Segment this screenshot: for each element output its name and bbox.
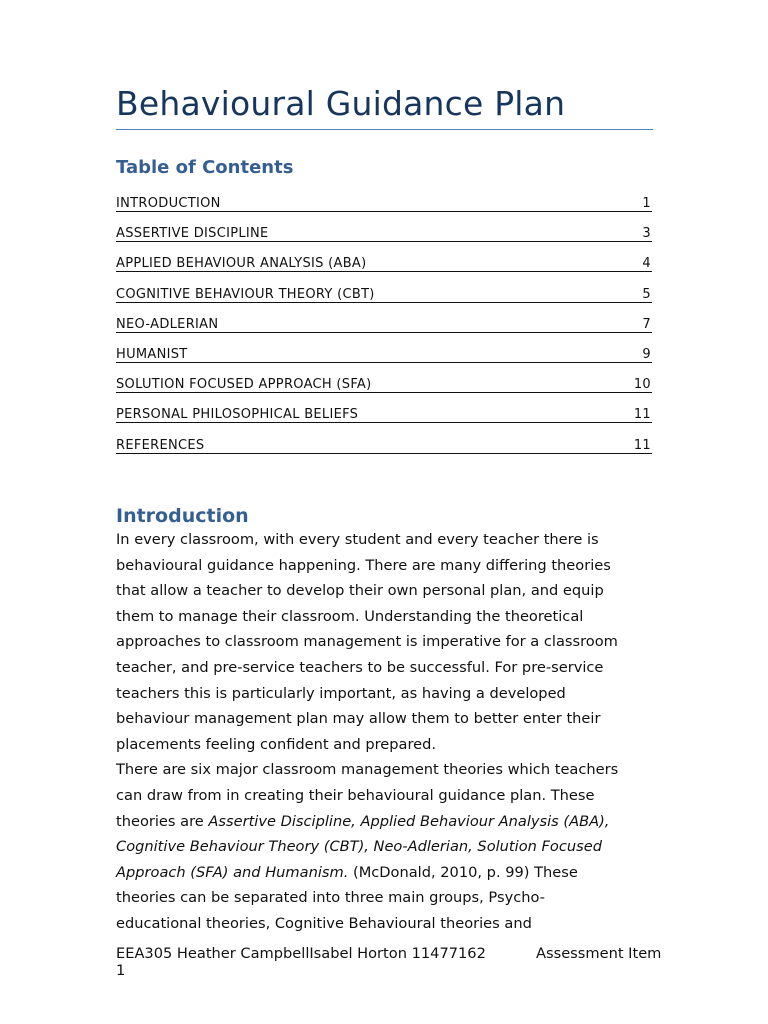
title-underline <box>116 129 653 130</box>
toc-entry-page: 5 <box>642 286 651 302</box>
toc-leader-line <box>116 453 652 454</box>
citation-text: (McDonald, 2010, p. 99) These <box>348 863 578 881</box>
theory-list-italic: Assertive Discipline, Applied Behaviour Analysis (ABA), <box>208 812 610 830</box>
toc-entry-label: COGNITIVE BEHAVIOUR THEORY (CBT) <box>116 286 375 302</box>
toc-entry-label: ASSERTIVE DISCIPLINE <box>116 226 269 242</box>
toc-entry-page: 3 <box>642 226 651 242</box>
toc-entry-page: 11 <box>633 407 651 423</box>
paragraph-line <box>116 809 656 835</box>
toc-entry-neo-adlerian[interactable] <box>116 316 652 346</box>
toc-leader-line <box>116 211 652 212</box>
paragraph-line: approaches to classroom management is imperative for a classroom <box>116 633 618 651</box>
paragraph-line: teachers this is particularly important, as having a developed <box>116 684 566 702</box>
paragraph-line: There are six major classroom management theories which teachers <box>116 761 619 779</box>
toc-entry-label: NEO-ADLERIAN <box>116 316 219 332</box>
toc-entry-label: REFERENCES <box>116 437 205 453</box>
toc-leader-line <box>116 422 652 423</box>
paragraph-line: that allow a teacher to develop their own personal plan, and equip <box>116 582 604 600</box>
line-text: theories are <box>116 812 209 830</box>
theory-list-italic: Cognitive Behaviour Theory (CBT), Neo-Adlerian, Solution Focused <box>116 838 602 856</box>
toc-entry-humanist[interactable] <box>116 346 652 376</box>
toc-leader-line <box>116 392 652 393</box>
toc-leader-line <box>116 332 652 333</box>
toc-entry-assertive-discipline[interactable] <box>116 225 652 255</box>
paragraph-line: them to manage their classroom. Understanding the theoretical <box>116 607 584 625</box>
toc-leader-line <box>116 271 652 272</box>
paragraph-line: teacher, and pre-service teachers to be successful. For pre-service <box>116 658 604 676</box>
toc-entry-sfa[interactable] <box>116 376 652 406</box>
toc-entry-cbt[interactable] <box>116 286 652 316</box>
toc-leader-line <box>116 241 652 242</box>
introduction-paragraph <box>116 527 656 937</box>
toc-entry-label: SOLUTION FOCUSED APPROACH (SFA) <box>116 377 372 393</box>
paragraph-line: theories can be separated into three main groups, Psycho- <box>116 889 545 907</box>
toc-entry-label: HUMANIST <box>116 346 188 362</box>
table-of-contents <box>116 195 652 467</box>
toc-leader-line <box>116 362 652 363</box>
footer-assessment-number: 1 <box>116 962 126 979</box>
toc-entry-introduction[interactable] <box>116 195 652 225</box>
toc-entry-page: 1 <box>642 196 651 211</box>
toc-entry-page: 4 <box>642 256 651 272</box>
toc-entry-references[interactable] <box>116 437 652 467</box>
paragraph-line: educational theories, Cognitive Behavioural theories and <box>116 914 532 932</box>
paragraph-line <box>116 860 656 886</box>
section-heading-introduction: Introduction <box>116 505 249 527</box>
toc-entry-page: 10 <box>633 377 651 393</box>
toc-entry-personal-beliefs[interactable] <box>116 406 652 436</box>
toc-entry-aba[interactable] <box>116 255 652 285</box>
toc-entry-label: INTRODUCTION <box>116 196 221 211</box>
footer-assessment-label: Assessment Item <box>536 945 662 962</box>
paragraph-line: behaviour management plan may allow them to better enter their <box>116 710 601 728</box>
paragraph-line: behavioural guidance happening. There are many differing theories <box>116 556 611 574</box>
toc-entry-page: 7 <box>642 316 651 332</box>
toc-heading: Table of Contents <box>116 157 294 178</box>
document-title: Behavioural Guidance Plan <box>116 84 566 123</box>
paragraph-line: placements feeling confident and prepared. <box>116 735 437 753</box>
toc-entry-label: PERSONAL PHILOSOPHICAL BELIEFS <box>116 407 359 423</box>
toc-entry-label: APPLIED BEHAVIOUR ANALYSIS (ABA) <box>116 256 367 272</box>
paragraph-line: In every classroom, with every student and every teacher there is <box>116 531 599 548</box>
toc-entry-page: 9 <box>642 346 651 362</box>
footer-author-info: EEA305 Heather CampbellIsabel Horton 11477162 <box>116 945 486 962</box>
paragraph-line <box>116 834 656 860</box>
theory-list-italic: Approach (SFA) and Humanism. <box>116 863 349 881</box>
paragraph-line: can draw from in creating their behavioural guidance plan. These <box>116 786 595 804</box>
toc-entry-page: 11 <box>633 437 651 453</box>
toc-leader-line <box>116 302 652 303</box>
